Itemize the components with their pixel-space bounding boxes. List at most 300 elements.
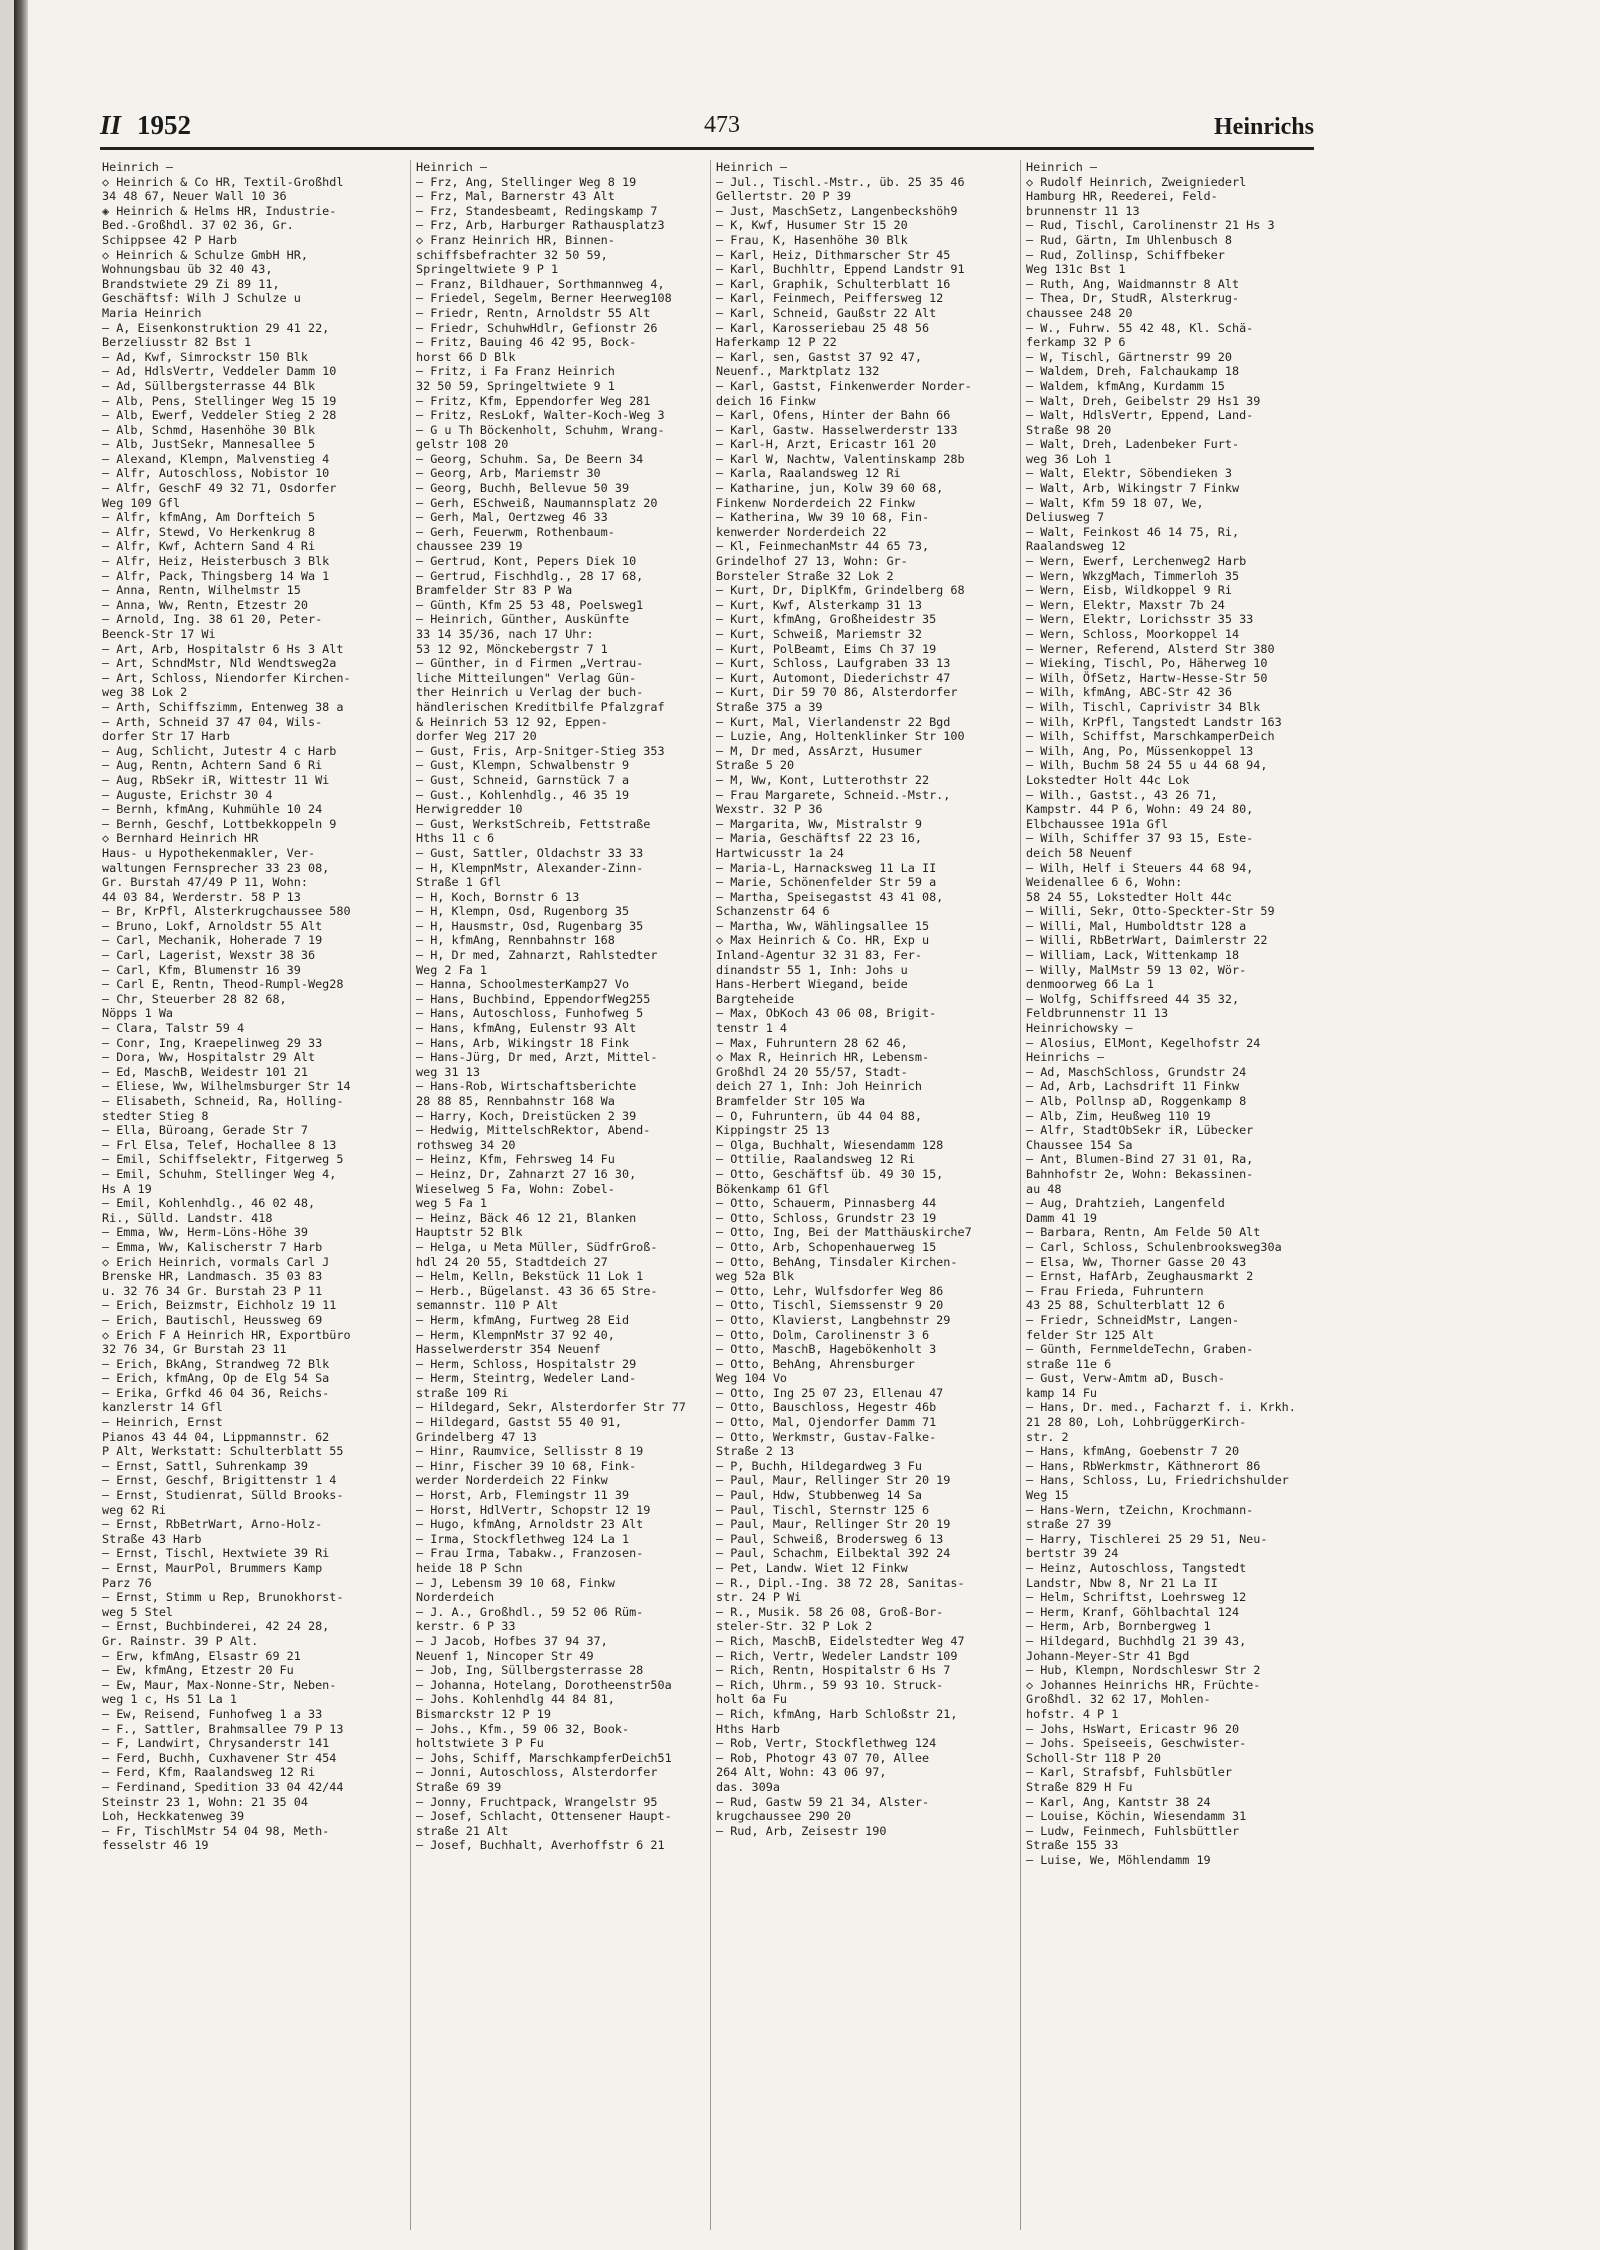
directory-entry-line: — Frau, K, Hasenhöhe 30 Blk — [716, 232, 908, 247]
directory-entry-line: P Alt, Werkstatt: Schulterblatt 55 — [102, 1444, 344, 1459]
page-binding-edge — [14, 0, 28, 2250]
directory-entry-line: — Heinz, Dr, Zahnarzt 27 16 30, — [416, 1166, 637, 1181]
directory-entry-line: werder Norderdeich 22 Finkw — [416, 1473, 608, 1488]
directory-entry-line: — Fritz, i Fa Franz Heinrich — [416, 364, 615, 379]
page-header — [100, 110, 1314, 148]
directory-entry-line: — Ew, Reisend, Funhofweg 1 a 33 — [102, 1706, 323, 1721]
directory-entry-line: kenwerder Norderdeich 22 — [716, 524, 887, 539]
directory-entry-line: — Ad, Arb, Lachsdrift 11 Finkw — [1026, 1079, 1240, 1094]
directory-entry-line: weg 36 Loh 1 — [1026, 451, 1112, 466]
directory-entry-line: semannstr. 110 P Alt — [416, 1298, 559, 1313]
directory-entry-line: — Fr, TischlMstr 54 04 98, Meth- — [102, 1823, 330, 1838]
directory-entry-line: — Georg, Arb, Mariemstr 30 — [416, 466, 601, 481]
directory-entry-line: — Alb, Schmd, Hasenhöhe 30 Blk — [102, 422, 316, 437]
directory-entry-line: — Johs, HsWart, Ericastr 96 20 — [1026, 1721, 1240, 1736]
volume-label: II — [100, 110, 122, 140]
directory-entry-line: Geschäftsf: Wilh J Schulze u — [102, 291, 301, 306]
directory-entry-line: — Waldem, kfmAng, Kurdamm 15 — [1026, 378, 1225, 393]
directory-entry-line: — Hans, Schloss, Lu, Friedrichshulder — [1026, 1473, 1289, 1488]
directory-entry-line: Bargteheide — [716, 991, 795, 1006]
directory-entry-line: — Helm, Schriftst, Loehrsweg 12 — [1026, 1590, 1247, 1605]
directory-entry-line: hofstr. 4 P 1 — [1026, 1706, 1119, 1721]
directory-entry-line: — Herb., Bügelanst. 43 36 65 Stre- — [416, 1283, 658, 1298]
directory-entry-line: — Ad, Kwf, Simrockstr 150 Blk — [102, 349, 308, 364]
directory-entry-line: — Hans, RbWerkmstr, Käthnerort 86 — [1026, 1458, 1261, 1473]
directory-entry-line: Heinrich — — [102, 160, 174, 174]
directory-entry-line: — Otto, Mal, Ojendorfer Damm 71 — [716, 1415, 937, 1430]
directory-entry-line: — Aug, Schlicht, Jutestr 4 c Harb — [102, 743, 337, 758]
directory-entry-line: — Gerh, Mal, Oertzweg 46 33 — [416, 510, 608, 525]
directory-entry-line: weg 1 c, Hs 51 La 1 — [102, 1692, 237, 1707]
directory-entry-line: — Jul., Tischl.-Mstr., üb. 25 35 46 — [716, 174, 965, 189]
directory-entry-line: — Art, Arb, Hospitalstr 6 Hs 3 Alt — [102, 641, 344, 656]
directory-entry-line: dinandstr 55 1, Inh: Johs u — [716, 962, 908, 977]
directory-entry-line: — Ew, kfmAng, Etzestr 20 Fu — [102, 1663, 294, 1678]
directory-entry-line: — Hedwig, MittelschRektor, Abend- — [416, 1123, 651, 1138]
directory-entry-line: — Franz, Bildhauer, Sorthmannweg 4, — [416, 276, 665, 291]
directory-entry-line: — Wern, Ewerf, Lerchenweg2 Harb — [1026, 554, 1247, 569]
directory-entry-line: Straße 98 20 — [1026, 422, 1112, 437]
directory-entry-line: — W, Tischl, Gärtnerstr 99 20 — [1026, 349, 1232, 364]
directory-entry-line: — Wilh, kfmAng, ABC-Str 42 36 — [1026, 685, 1232, 700]
directory-entry-line: Springeltwiete 9 P 1 — [416, 262, 559, 277]
directory-entry-line: u. 32 76 34 Gr. Burstah 23 P 11 — [102, 1283, 323, 1298]
directory-entry-line: — Karl, Heiz, Dithmarscher Str 45 — [716, 247, 951, 262]
column-1 — [102, 160, 384, 1853]
directory-entry-line: Wohnungsbau üb 32 40 43, — [102, 262, 273, 277]
column-divider — [410, 160, 411, 2230]
directory-entry-line: — Wolfg, Schiffsreed 44 35 32, — [1026, 991, 1240, 1006]
directory-entry-line: — Kurt, Schweiß, Mariemstr 32 — [716, 627, 922, 641]
directory-entry-line: Hs A 19 — [102, 1181, 152, 1196]
directory-entry-line: — Gust, Sattler, Oldachstr 33 33 — [416, 845, 644, 860]
directory-entry-line: — Alb, Pens, Stellinger Weg 15 19 — [102, 393, 337, 408]
directory-entry-line: Gellertstr. 20 P 39 — [716, 189, 851, 204]
directory-entry-line: — Rob, Photogr 43 07 70, Allee — [716, 1750, 930, 1765]
directory-entry-line: Nöpps 1 Wa — [102, 1006, 174, 1021]
directory-entry-line: — Paul, Tischl, Sternstr 125 6 — [716, 1502, 930, 1517]
directory-entry-line: — Otto, Dolm, Carolinenstr 3 6 — [716, 1327, 930, 1342]
directory-entry-line: Heinrichs — — [1026, 1050, 1105, 1065]
directory-entry-line: — Martha, Speisegastst 43 41 08, — [716, 889, 944, 904]
directory-entry-line: — Martha, Ww, Wählingsallee 15 — [716, 918, 930, 933]
directory-entry-line: — Herm, Steintrg, Wedeler Land- — [416, 1371, 637, 1386]
directory-entry-line: — Herm, Schloss, Hospitalstr 29 — [416, 1356, 637, 1371]
directory-entry-line: Straße 155 33 — [1026, 1838, 1119, 1853]
directory-entry-line: deich 27 1, Inh: Joh Heinrich — [716, 1079, 922, 1094]
directory-entry-line: — Hinr, Fischer 39 10 68, Fink- — [416, 1458, 637, 1473]
directory-entry-line: — O, Fuhruntern, üb 44 04 88, — [716, 1108, 922, 1123]
directory-entry-line: — K, Kwf, Husumer Str 15 20 — [716, 218, 908, 233]
directory-entry-line: — Emil, Kohlenhdlg., 46 02 48, — [102, 1196, 316, 1211]
directory-entry-line: — Frl Elsa, Telef, Hochallee 8 13 — [102, 1137, 337, 1152]
directory-entry-line: — H, Hausmstr, Osd, Rugenbarg 35 — [416, 918, 644, 933]
directory-entry-line: — Alb, JustSekr, Mannesallee 5 — [102, 437, 316, 452]
directory-entry-line: weg 52a Blk — [716, 1269, 795, 1284]
directory-entry-line: Finkenw Norderdeich 22 Finkw — [716, 495, 915, 510]
directory-entry-line: Loh, Heckkatenweg 39 — [102, 1809, 245, 1824]
directory-entry-line: — Willi, Sekr, Otto-Speckter-Str 59 — [1026, 904, 1275, 919]
directory-entry-line: — Carl, Schloss, Schulenbrooksweg30a — [1026, 1239, 1282, 1254]
directory-entry-line: — Rob, Vertr, Stockflethweg 124 — [716, 1736, 937, 1751]
directory-entry-line: 264 Alt, Wohn: 43 06 97, — [716, 1765, 887, 1780]
directory-entry-line: — Chr, Steuerber 28 82 68, — [102, 991, 287, 1006]
directory-entry-line: Neuenf., Marktplatz 132 — [716, 364, 880, 379]
directory-entry-line: — Friedr, SchneidMstr, Langen- — [1026, 1312, 1240, 1327]
directory-entry-line: — Hans, Buchbind, EppendorfWeg255 — [416, 991, 651, 1006]
directory-entry-line: — Georg, Schuhm. Sa, De Beern 34 — [416, 451, 644, 466]
directory-entry-line: — Heinrich, Ernst — [102, 1415, 223, 1430]
directory-entry-line: — H, Klempn, Osd, Rugenborg 35 — [416, 904, 630, 919]
directory-entry-line: — Werner, Referend, Alsterd Str 380 — [1026, 641, 1275, 656]
directory-entry-line: straße 21 Alt — [416, 1823, 509, 1838]
directory-entry-line: — Frz, Mal, Barnerstr 43 Alt — [416, 189, 615, 204]
directory-entry-line: rothsweg 34 20 — [416, 1137, 516, 1152]
directory-entry-line: — Frau Frieda, Fuhruntern — [1026, 1283, 1204, 1298]
directory-entry-line: — Rich, MaschB, Eidelstedter Weg 47 — [716, 1633, 965, 1648]
directory-entry-line: — Otto, Bauschloss, Hegestr 46b — [716, 1400, 937, 1415]
directory-entry-line: — Carl, Kfm, Blumenstr 16 39 — [102, 962, 301, 977]
directory-entry-line: Brandstwiete 29 Zi 89 11, — [102, 276, 280, 291]
column-divider — [710, 160, 711, 2230]
directory-entry-line: — Rich, kfmAng, Harb Schloßstr 21, — [716, 1706, 958, 1721]
directory-entry-line: steler-Str. 32 P Lok 2 — [716, 1619, 873, 1634]
directory-entry-line: — Wern, Elektr, Lorichsstr 35 33 — [1026, 612, 1254, 627]
directory-entry-line: Hans-Herbert Wiegand, beide — [716, 977, 908, 992]
directory-entry-line: — Gust., Kohlenhdlg., 46 35 19 — [416, 787, 630, 802]
directory-entry-line: Pianos 43 44 04, Lippmannstr. 62 — [102, 1429, 330, 1444]
directory-entry-line: — Katherina, Ww 39 10 68, Fin- — [716, 510, 930, 525]
directory-entry-line: ◇ Erich Heinrich, vormals Carl J — [102, 1254, 330, 1269]
directory-entry-line: ◈ Heinrich & Helms HR, Industrie- — [102, 203, 337, 218]
directory-entry-line: Grindelhof 27 13, Wohn: Gr- — [716, 554, 908, 569]
directory-entry-line: Straße 43 Harb — [102, 1531, 202, 1546]
directory-entry-line: — Alb, Zim, Heußweg 110 19 — [1026, 1108, 1211, 1123]
directory-entry-line: weg 5 Fa 1 — [416, 1196, 488, 1211]
directory-entry-line: gelstr 108 20 — [416, 437, 509, 452]
column-3 — [716, 160, 998, 1838]
directory-entry-line: Wexstr. 32 P 36 — [716, 802, 823, 817]
directory-entry-line: — Walt, Elektr, Söbendieken 3 — [1026, 466, 1232, 481]
directory-entry-line: — Frz, Arb, Harburger Rathausplatz3 — [416, 218, 665, 233]
directory-entry-line: Hamburg HR, Reederei, Feld- — [1026, 189, 1218, 204]
directory-entry-line: 53 12 92, Mönckebergstr 7 1 — [416, 641, 608, 656]
directory-entry-line: holtstwiete 3 P Fu — [416, 1736, 544, 1751]
directory-entry-line: — Ludw, Feinmech, Fuhlsbüttler — [1026, 1823, 1240, 1838]
directory-entry-line: kerstr. 6 P 33 — [416, 1619, 516, 1634]
directory-entry-line: — Ernst, MaurPol, Brummers Kamp — [102, 1561, 323, 1575]
directory-entry-line: — Erika, Grfkd 46 04 36, Reichs- — [102, 1385, 330, 1400]
directory-entry-line: Scholl-Str 118 P 20 — [1026, 1750, 1161, 1765]
directory-entry-line: — Hans-Rob, Wirtschaftsberichte — [416, 1079, 637, 1094]
directory-entry-line: — Arnold, Ing. 38 61 20, Peter- — [102, 612, 323, 627]
directory-entry-line: — Arth, Schiffszimm, Entenweg 38 a — [102, 699, 344, 714]
directory-entry-line: fesselstr 46 19 — [102, 1838, 209, 1853]
directory-entry-line: — Gerh, ESchweiß, Naumannsplatz 20 — [416, 495, 658, 510]
directory-entry-line: — Friedr, Rentn, Arnoldstr 55 Alt — [416, 305, 651, 320]
directory-entry-line: Beenck-Str 17 Wi — [102, 627, 216, 641]
directory-entry-line: 21 28 80, Loh, LohbrüggerKirch- — [1026, 1415, 1247, 1430]
directory-entry-line: — Wilh, Schiffer 37 93 15, Este- — [1026, 831, 1254, 846]
directory-entry-line: — Kurt, Dir 59 70 86, Alsterdorfer — [716, 685, 958, 700]
directory-entry-line: — Hans-Jürg, Dr med, Arzt, Mittel- — [416, 1050, 658, 1065]
directory-entry-line: Hauptstr 52 Blk — [416, 1225, 523, 1240]
directory-entry-line: — Emma, Ww, Kalischerstr 7 Harb — [102, 1239, 323, 1254]
header-rule — [100, 147, 1314, 150]
directory-entry-line: 34 48 67, Neuer Wall 10 36 — [102, 189, 287, 204]
directory-entry-line: — Carl, Lagerist, Wexstr 38 36 — [102, 948, 316, 963]
directory-entry-line: — Kurt, Automont, Diederichstr 47 — [716, 670, 951, 685]
directory-entry-line: — Fritz, Kfm, Eppendorfer Weg 281 — [416, 393, 651, 408]
directory-entry-line: — Erich, Bautischl, Heussweg 69 — [102, 1312, 323, 1327]
directory-entry-line: — Otto, Werkmstr, Gustav-Falke- — [716, 1429, 937, 1444]
directory-entry-line: — Friedel, Segelm, Berner Heerweg108 — [416, 291, 672, 306]
directory-entry-line: — Walt, Dreh, Geibelstr 29 Hs1 39 — [1026, 393, 1261, 408]
directory-entry-line: horst 66 D Blk — [416, 349, 516, 364]
directory-entry-line: — H, KlempnMstr, Alexander-Zinn- — [416, 860, 644, 875]
directory-entry-line: — Auguste, Erichstr 30 4 — [102, 787, 273, 802]
directory-entry-line: weg 38 Lok 2 — [102, 685, 188, 700]
directory-entry-line: — Emma, Ww, Herm-Löns-Höhe 39 — [102, 1225, 308, 1240]
directory-entry-line: — Frz, Ang, Stellinger Weg 8 19 — [416, 174, 637, 189]
directory-entry-line: Bed.-Großhdl. 37 02 36, Gr. — [102, 218, 294, 233]
directory-entry-line: — Rud, Gärtn, Im Uhlenbusch 8 — [1026, 232, 1232, 247]
directory-entry-line: — Rud, Gastw 59 21 34, Alster- — [716, 1794, 930, 1809]
directory-entry-line: ◇ Bernhard Heinrich HR — [102, 831, 259, 846]
directory-entry-line: — Wilh, ÖfSetz, Hartw-Hesse-Str 50 — [1026, 670, 1268, 685]
directory-entry-line: — Heinz, Autoschloss, Tangstedt — [1026, 1561, 1247, 1575]
directory-entry-line: Schippsee 42 P Harb — [102, 232, 237, 247]
directory-entry-line: — Ernst, HafArb, Zeughausmarkt 2 — [1026, 1269, 1254, 1284]
directory-entry-line: dorfer Str 17 Harb — [102, 729, 230, 744]
directory-entry-line: — Heinz, Kfm, Fehrsweg 14 Fu — [416, 1152, 615, 1167]
directory-entry-line: Kippingstr 25 13 — [716, 1123, 830, 1138]
directory-entry-line: ◇ Johannes Heinrichs HR, Früchte- — [1026, 1677, 1261, 1692]
directory-entry-line: — Rich, Uhrm., 59 93 10. Struck- — [716, 1677, 944, 1692]
directory-entry-line: — Irma, Stockflethweg 124 La 1 — [416, 1531, 630, 1546]
directory-entry-line: — Wilh, Ang, Po, Müssenkoppel 13 — [1026, 743, 1254, 758]
directory-entry-line: — Otto, MaschB, Hagebökenholt 3 — [716, 1342, 937, 1357]
directory-entry-line: straße 27 39 — [1026, 1517, 1112, 1532]
directory-entry-line: Bökenkamp 61 Gfl — [716, 1181, 830, 1196]
directory-entry-line: — Carl, Mechanik, Hoherade 7 19 — [102, 933, 323, 948]
directory-entry-line: das. 309a — [716, 1779, 780, 1794]
directory-entry-line: — Willi, RbBetrWart, Daimlerstr 22 — [1026, 933, 1268, 948]
directory-entry-line: — Kl, FeinmechanMstr 44 65 73, — [716, 539, 930, 554]
directory-entry-line: — Fritz, Bauing 46 42 95, Bock- — [416, 335, 637, 350]
directory-entry-line: — Clara, Talstr 59 4 — [102, 1021, 245, 1036]
directory-entry-line: — H, kfmAng, Rennbahnstr 168 — [416, 933, 615, 948]
directory-entry-line: — R., Dipl.-Ing. 38 72 28, Sanitas- — [716, 1575, 965, 1590]
directory-entry-line: — Waldem, Dreh, Falchaukamp 18 — [1026, 364, 1240, 379]
directory-entry-line: — William, Lack, Wittenkamp 18 — [1026, 948, 1240, 963]
directory-entry-line: — Alb, Pollnsp aD, Roggenkamp 8 — [1026, 1094, 1247, 1108]
directory-entry-line: — Alfr, Stewd, Vo Herkenkrug 8 — [102, 524, 316, 539]
directory-entry-line: — M, Ww, Kont, Lutterothstr 22 — [716, 772, 930, 787]
directory-entry-line: — Friedr, SchuhwHdlr, Gefionstr 26 — [416, 320, 658, 335]
directory-entry-line: — Hub, Klempn, Nordschleswr Str 2 — [1026, 1663, 1261, 1678]
directory-entry-line: — J, Lebensm 39 10 68, Finkw — [416, 1575, 615, 1590]
directory-entry-line: Lokstedter Holt 44c Lok — [1026, 772, 1190, 787]
directory-entry-line: chaussee 239 19 — [416, 539, 523, 554]
directory-entry-line: — Walt, HdlsVertr, Eppend, Land- — [1026, 408, 1254, 423]
directory-entry-line: weg 31 13 — [416, 1064, 480, 1079]
directory-entry-line: Borsteler Straße 32 Lok 2 — [716, 568, 894, 583]
directory-entry-line: — Ferdinand, Spedition 33 04 42/44 — [102, 1779, 344, 1794]
directory-entry-line: Bahnhofstr 2e, Wohn: Bekassinen- — [1026, 1166, 1254, 1181]
directory-entry-line: Wieselweg 5 Fa, Wohn: Zobel- — [416, 1181, 615, 1196]
directory-entry-line: — Ad, MaschSchloss, Grundstr 24 — [1026, 1064, 1247, 1079]
directory-entry-line: Straße 1 Gfl — [416, 875, 502, 890]
directory-entry-line: — Hildegard, Sekr, Alsterdorfer Str 77 — [416, 1400, 686, 1415]
directory-entry-line: Hths 11 c 6 — [416, 831, 495, 846]
directory-entry-line: — Karl, Buchhltr, Eppend Landstr 91 — [716, 262, 965, 277]
directory-entry-line: heide 18 P Schn — [416, 1561, 523, 1575]
directory-entry-line: — Günther, in d Firmen „Vertrau- — [416, 656, 644, 671]
directory-entry-line: chaussee 248 20 — [1026, 305, 1133, 320]
directory-entry-line: — Marie, Schönenfelder Str 59 a — [716, 875, 937, 890]
directory-entry-line: — Job, Ing, Süllbergsterrasse 28 — [416, 1663, 644, 1678]
directory-entry-line: Bismarckstr 12 P 19 — [416, 1706, 551, 1721]
directory-entry-line: — Ed, MaschB, Weidestr 101 21 — [102, 1064, 308, 1079]
directory-entry-line: — Paul, Maur, Rellinger Str 20 19 — [716, 1517, 951, 1532]
directory-entry-line: — Hinr, Raumvice, Sellisstr 8 19 — [416, 1444, 644, 1459]
directory-entry-line: — Jonny, Fruchtpack, Wrangelstr 95 — [416, 1794, 658, 1809]
directory-entry-line: Straße 69 39 — [416, 1779, 502, 1794]
directory-entry-line: — Josef, Schlacht, Ottensener Haupt- — [416, 1809, 672, 1824]
directory-entry-line: tenstr 1 4 — [716, 1021, 788, 1036]
directory-entry-line: — Josef, Buchhalt, Averhoffstr 6 21 — [416, 1838, 665, 1853]
directory-entry-line: Steinstr 23 1, Wohn: 21 35 04 — [102, 1794, 308, 1809]
directory-entry-line: Parz 76 — [102, 1575, 152, 1590]
directory-entry-line: Damm 41 19 — [1026, 1210, 1098, 1225]
directory-entry-line: — Frau Margarete, Schneid.-Mstr., — [716, 787, 951, 802]
directory-entry-line: — Gust, Schneid, Garnstück 7 a — [416, 772, 630, 787]
directory-entry-line: deich 16 Finkw — [716, 393, 816, 408]
directory-entry-line: — Walt, Arb, Wikingstr 7 Finkw — [1026, 481, 1240, 496]
directory-entry-line: — Kurt, Dr, DiplKfm, Grindelberg 68 — [716, 583, 965, 598]
directory-entry-line: Heinrich — — [416, 160, 488, 174]
directory-entry-line: — Johs, Schiff, MarschkampferDeich51 — [416, 1750, 672, 1765]
directory-entry-line: Straße 2 13 — [716, 1444, 795, 1459]
directory-entry-line: — Otto, Ing, Bei der Matthäuskirche7 — [716, 1225, 972, 1240]
directory-entry-line: — A, Eisenkonstruktion 29 41 22, — [102, 320, 330, 335]
directory-entry-line: — Alfr, Kwf, Achtern Sand 4 Ri — [102, 539, 316, 554]
directory-entry-line: ◇ Heinrich & Co HR, Textil-Großhdl — [102, 174, 344, 189]
directory-entry-line: — Alfr, kfmAng, Am Dorfteich 5 — [102, 510, 316, 525]
directory-entry-line: Gr. Burstah 47/49 P 11, Wohn: — [102, 875, 308, 890]
directory-entry-line: ferkamp 32 P 6 — [1026, 335, 1126, 350]
directory-entry-line: Großhdl. 32 62 17, Mohlen- — [1026, 1692, 1211, 1707]
directory-entry-line: — J. A., Großhdl., 59 52 06 Rüm- — [416, 1604, 644, 1619]
directory-entry-line: deich 58 Neuenf — [1026, 845, 1133, 860]
directory-entry-line: — Alfr, GeschF 49 32 71, Osdorfer — [102, 481, 337, 496]
directory-entry-line: — Bernh, Geschf, Lottbekkoppeln 9 — [102, 816, 337, 831]
directory-entry-line: Haus- u Hypothekenmakler, Ver- — [102, 845, 316, 860]
directory-entry-line: — Rud, Tischl, Carolinenstr 21 Hs 3 — [1026, 218, 1275, 233]
directory-entry-line: — Aug, RbSekr iR, Wittestr 11 Wi — [102, 772, 330, 787]
directory-entry-line: — Georg, Buchh, Bellevue 50 39 — [416, 481, 630, 496]
directory-entry-line: — Rud, Arb, Zeisestr 190 — [716, 1823, 887, 1838]
directory-entry-line: ◇ Rudolf Heinrich, Zweigniederl — [1026, 174, 1247, 189]
directory-entry-line: — Otto, Schloss, Grundstr 23 19 — [716, 1210, 937, 1225]
directory-entry-line: — Aug, Drahtzieh, Langenfeld — [1026, 1196, 1225, 1211]
directory-entry-line: Raalandsweg 12 — [1026, 539, 1126, 554]
directory-entry-line: Weidenallee 6 6, Wohn: — [1026, 875, 1183, 890]
directory-entry-line: — Louise, Köchin, Wiesendamm 31 — [1026, 1809, 1247, 1824]
directory-entry-line: — Karl, Strafsbf, Fuhlsbütler — [1026, 1765, 1232, 1780]
directory-entry-line: — Alfr, StadtObSekr iR, Lübecker — [1026, 1123, 1254, 1138]
directory-entry-line: dorfer Weg 217 20 — [416, 729, 537, 744]
directory-entry-line: — Gertrud, Kont, Pepers Diek 10 — [416, 554, 637, 569]
directory-entry-line: — G u Th Böckenholt, Schuhm, Wrang- — [416, 422, 665, 437]
directory-entry-line: — Ad, Süllbergsterrasse 44 Blk — [102, 378, 316, 393]
directory-entry-line: — Karl W, Nachtw, Valentinskamp 28b — [716, 451, 965, 466]
directory-entry-line: — Ella, Büroang, Gerade Str 7 — [102, 1123, 308, 1138]
directory-entry-line: — Ernst, Buchbinderei, 42 24 28, — [102, 1619, 330, 1634]
directory-entry-line: Bramfelder Str 83 P Wa — [416, 583, 573, 598]
directory-entry-line: Hasselwerderstr 354 Neuenf — [416, 1342, 601, 1357]
directory-entry-line: kamp 14 Fu — [1026, 1385, 1098, 1400]
directory-entry-line: Inland-Agentur 32 31 83, Fer- — [716, 948, 922, 963]
directory-entry-line: — Karl, Gastw. Hasselwerderstr 133 — [716, 422, 958, 437]
directory-entry-line: ther Heinrich u Verlag der buch- — [416, 685, 644, 700]
directory-entry-line: — Pet, Landw. Wiet 12 Finkw — [716, 1561, 908, 1575]
directory-entry-line: Grindelberg 47 13 — [416, 1429, 537, 1444]
directory-entry-line: — Otto, Klavierst, Langbehnstr 29 — [716, 1312, 951, 1327]
directory-entry-line: — Hildegard, Buchhdlg 21 39 43, — [1026, 1633, 1247, 1648]
directory-entry-line: Deliusweg 7 — [1026, 510, 1105, 525]
directory-entry-line: — Dora, Ww, Hospitalstr 29 Alt — [102, 1050, 316, 1065]
directory-entry-line: — Gertrud, Fischhdlg., 28 17 68, — [416, 568, 644, 583]
directory-entry-line: — Kurt, PolBeamt, Eims Ch 37 19 — [716, 641, 937, 656]
directory-entry-line: — Hans-Wern, tZeichn, Krochmann- — [1026, 1502, 1254, 1517]
directory-entry-line: — Kurt, Mal, Vierlandenstr 22 Bgd — [716, 714, 951, 729]
directory-entry-line: händlerischen Kreditbilfe Pfalzgraf — [416, 699, 665, 714]
directory-entry-line: — Herm, Arb, Bornbergweg 1 — [1026, 1619, 1211, 1634]
directory-entry-line: Landstr, Nbw 8, Nr 21 La II — [1026, 1575, 1218, 1590]
directory-entry-line: — Kurt, kfmAng, Großheidestr 35 — [716, 612, 937, 627]
directory-entry-line: — Ernst, RbBetrWart, Arno-Holz- — [102, 1517, 323, 1532]
directory-entry-line: — Gust, Fris, Arp-Snitger-Stieg 353 — [416, 743, 665, 758]
directory-entry-line: — Paul, Schweiß, Brodersweg 6 13 — [716, 1531, 944, 1546]
directory-entry-line: krugchaussee 290 20 — [716, 1809, 851, 1824]
directory-entry-line: Gr. Rainstr. 39 P Alt. — [102, 1633, 259, 1648]
directory-entry-line: — Rud, Zollinsp, Schiffbeker — [1026, 247, 1225, 262]
directory-entry-line: — Wilh, Schiffst, MarschkamperDeich — [1026, 729, 1275, 744]
directory-entry-line: Straße 375 a 39 — [716, 699, 823, 714]
header-volume-year — [100, 110, 191, 141]
directory-entry-line: — Paul, Hdw, Stubbenweg 14 Sa — [716, 1488, 922, 1503]
directory-entry-line: — Barbara, Rentn, Am Felde 50 Alt — [1026, 1225, 1261, 1240]
directory-entry-line: — Fritz, ResLokf, Walter-Koch-Weg 3 — [416, 408, 665, 423]
directory-entry-line: — Herm, KlempnMstr 37 92 40, — [416, 1327, 615, 1342]
directory-entry-line: — Wilh, KrPfl, Tangstedt Landstr 163 — [1026, 714, 1282, 729]
directory-entry-line: Straße 5 20 — [716, 758, 795, 773]
directory-entry-line: Weg 104 Vo — [716, 1371, 788, 1386]
column-divider — [1020, 160, 1021, 2230]
directory-entry-line: Heinrichowsky — — [1026, 1021, 1133, 1036]
directory-entry-line: hdl 24 20 55, Stadtdeich 27 — [416, 1254, 608, 1269]
directory-entry-line: — Hanna, SchoolmesterKamp27 Vo — [416, 977, 630, 992]
directory-entry-line: Hartwicusstr 1a 24 — [716, 845, 844, 860]
directory-entry-line: — Heinrich, Günther, Auskünfte — [416, 612, 630, 627]
directory-entry-line: — Wern, WkzgMach, Timmerloh 35 — [1026, 568, 1240, 583]
directory-entry-line: — Karl, Ofens, Hinter der Bahn 66 — [716, 408, 951, 423]
directory-entry-line: — Hildegard, Gastst 55 40 91, — [416, 1415, 622, 1430]
directory-entry-line: — Karl, Feinmech, Peiffersweg 12 — [716, 291, 944, 306]
directory-entry-line: Chaussee 154 Sa — [1026, 1137, 1133, 1152]
